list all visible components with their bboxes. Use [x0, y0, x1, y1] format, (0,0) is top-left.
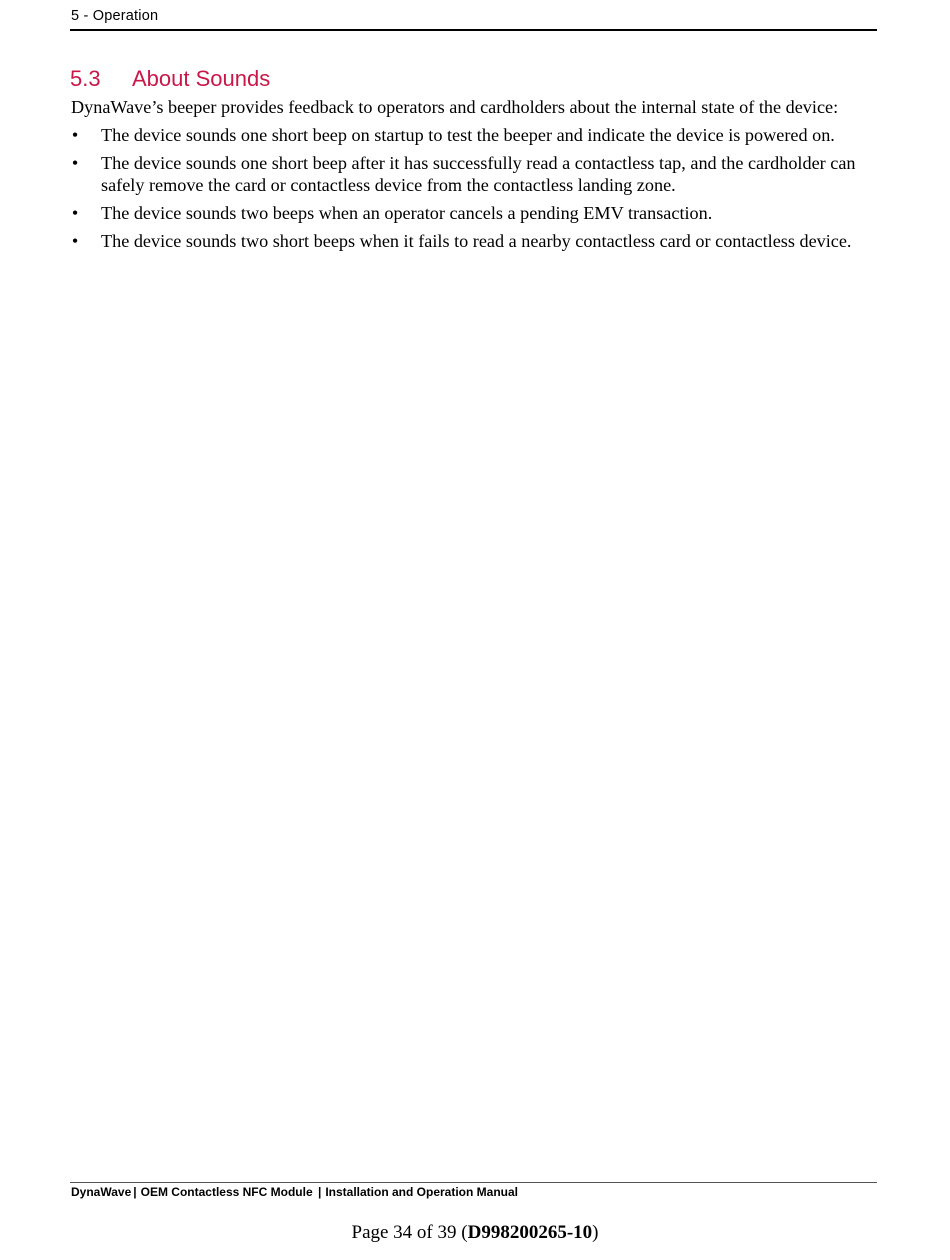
intro-paragraph: DynaWave’s beeper provides feedback to operators and cardholders about the internal state of the device:	[71, 97, 839, 117]
footer-separator: |	[317, 1185, 322, 1199]
footer-separator: |	[133, 1185, 137, 1199]
header-chapter: 5 - Operation	[71, 8, 159, 24]
page-number	[0, 1222, 950, 1244]
page-number-suffix: )	[592, 1222, 599, 1243]
footer-manual: Installation and Operation Manual	[325, 1185, 519, 1199]
list-item	[70, 124, 870, 146]
list-item-text: The device sounds two short beeps when it fails to read a nearby contactless card or contactless device.	[101, 231, 852, 251]
document-number: D998200265-10	[467, 1222, 593, 1243]
bullet-list	[70, 124, 870, 258]
list-item-text: The device sounds two beeps when an operator cancels a pending EMV transaction.	[101, 203, 713, 223]
bullet-icon: •	[71, 125, 79, 145]
list-item	[70, 230, 870, 252]
page-header	[70, 6, 877, 31]
footer-module: OEM Contactless NFC Module	[140, 1185, 313, 1199]
bullet-icon: •	[71, 231, 79, 251]
page-number-prefix: Page 34 of 39 (	[351, 1222, 468, 1243]
list-item	[70, 152, 870, 196]
footer-text	[71, 1185, 518, 1199]
footer-product: DynaWave	[71, 1185, 132, 1199]
bullet-icon: •	[71, 153, 79, 173]
list-item-text: The device sounds one short beep on startup to test the beeper and indicate the device is powered on.	[101, 125, 835, 145]
section-title: About Sounds	[132, 66, 271, 91]
section-number: 5.3	[70, 66, 101, 91]
list-item-text: The device sounds one short beep after it has successfully read a contactless tap, and the cardholder can safely remove the card or contactless device from the contactless landing zone.	[101, 153, 856, 195]
page-footer	[70, 1182, 877, 1199]
section-heading	[70, 66, 270, 92]
bullet-icon: •	[71, 203, 79, 223]
list-item	[70, 202, 870, 224]
